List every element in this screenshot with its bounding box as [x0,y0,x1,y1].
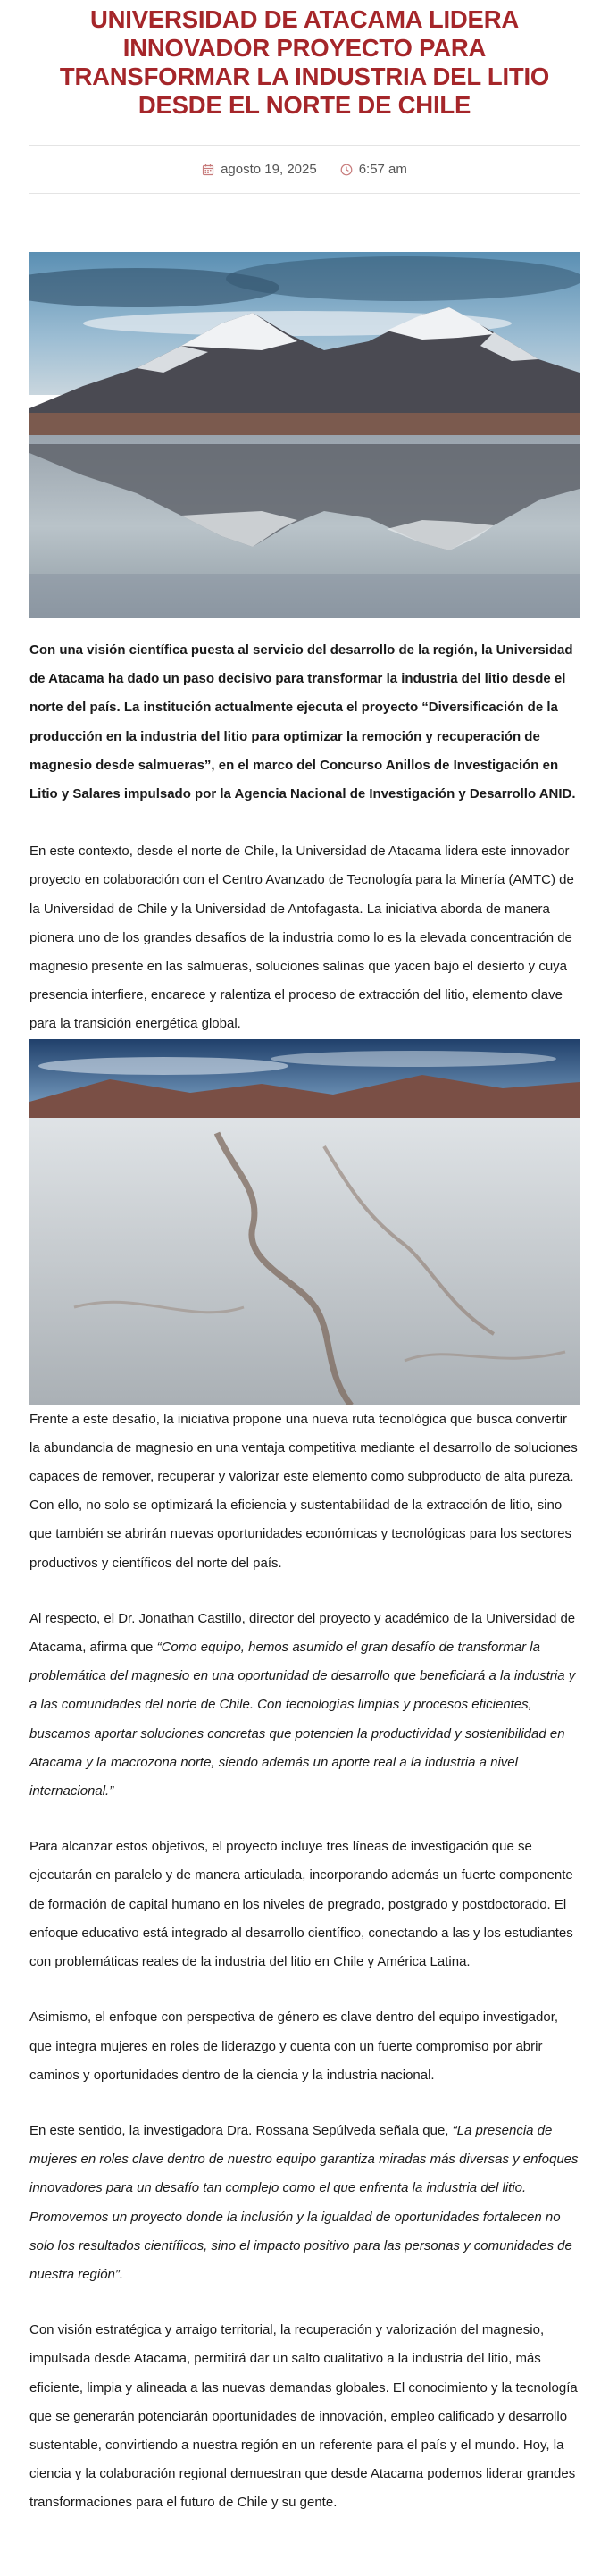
paragraph-4: Para alcanzar estos objetivos, el proyecto incluye tres líneas de investigación que se ejecutarán en paralelo y de manera articulada, incorporando además un fuerte componente de formación de capital humano en los niveles de pregrado, postgrado y postdoctorado. El enfoque educativo está integrado al desarrollo científico, conectando a las y los estudiantes con problemáticas reales de la industria del litio en Chile y América Latina. [29,1839,573,1970]
paragraph-3-intro: Al respecto, el Dr. Jonathan Castillo, director del proyecto y académico de la Universidad de Atacama, afirma que [29,1610,576,1656]
quote-sepulveda: “La presencia de mujeres en roles clave dentro de nuestro equipo garantiza miradas más diversas y enfoques innovadores para un desafío tan complejo como el que enfrenta la industria del litio. Promovemos un proyecto donde la inclusión y la igualdad de oportunidades fortalecen no solo los resultados científicos, sino el impacto positivo para las personas y comunidades de nuestra región”. [29,2122,579,2282]
calendar-icon [202,164,214,176]
paragraph-2: Frente a este desafío, la iniciativa propone una nueva ruta tecnológica que busca convertir la abundancia de magnesio en una ventaja competitiva mediante el desarrollo de soluciones capaces de remover, recuperar y valorizar este elemento como subproducto de alta pureza. Con ello, no solo se optimizará la eficiencia y sustentabilidad de la extracción de litio, sino que también se abrirán nuevas oportunidades económicas y tecnológicas para los sectores productivos y científicos del norte del país. [29,1411,578,1571]
post-time-text: 6:57 am [358,162,407,177]
paragraph-3 [29,1605,580,1806]
post-meta [29,145,580,194]
salar-lagoon-photo [29,252,580,618]
article-lead: Con una visión científica puesta al servicio del desarrollo de la región, la Universidad de Atacama ha dado un paso decisivo para transformar la industria del litio desde el norte del país. La institución actualmente ejecuta el proyecto “Diversificación de la producción en la industria del litio para optimizar la remoción y recuperación de magnesio desde salmueras”, en el marco del Concurso Anillos de Investigación en Litio y Salares impulsado por la Agencia Nacional de Investigación y Desarrollo ANID. [29,642,576,802]
paragraph-1: En este contexto, desde el norte de Chile, la Universidad de Atacama lidera este innovador proyecto en colaboración con el Centro Avanzado de Tecnología para la Minería (AMTC) de la Universidad de Chile y la Universidad de Antofagasta. La iniciativa aborda de manera pionera uno de los grandes desafíos de la industria como lo es la elevada concentración de magnesio presente en las salmueras, soluciones salinas que yacen bajo el desierto y cuya presencia interfiere, encarece y ralentiza el proceso de extracción del litio, elemento clave para la transición energética global. [29,843,574,1032]
paragraph-5: Asimismo, el enfoque con perspectiva de género es clave dentro del equipo investigador, que integra mujeres en roles de liderazgo y cuenta con un fuerte compromiso por abrir caminos y oportunidades dentro de la ciencia y la industria nacional. [29,2010,559,2083]
post-time [340,162,407,177]
paragraph-7: Con visión estratégica y arraigo territorial, la recuperación y valorización del magnesio, impulsada desde Atacama, permitirá dar un salto cualitativo a la industria del litio, más eficiente, limpia y alineada a las nuevas demandas globales. El conocimiento y la tecnología que se generarán potenciarán oportunidades de innovación, empleo calificado y desarrollo sustentable, convirtiendo a nuestra región en un referente para el país y el mundo. Hoy, la ciencia y la colaboración regional demuestran que desde Atacama podemos liderar grandes transformaciones para el futuro de Chile y su gente. [29,2322,578,2511]
quote-castillo: “Como equipo, hemos asumido el gran desafío de transformar la problemática del magnesio en una oportunidad de desarrollo que beneficiará a la industria y a las comunidades del norte de Chile. Con tecnologías limpias y procesos eficientes, buscamos aportar soluciones concretas que potencien la productividad y sostenibilidad en Atacama y la macrozona norte, siendo además un aporte real a la industria a nivel internacional.” [29,1640,576,1800]
post-date[interactable] [202,162,317,177]
salt-flat-photo [29,1039,580,1405]
paragraph-6 [29,2117,580,2289]
paragraph-6-intro: En este sentido, la investigadora Dra. Rossana Sepúlveda señala que, [29,2122,453,2138]
post-date-text: agosto 19, 2025 [221,162,317,177]
article-title: UNIVERSIDAD DE ATACAMA LIDERA INNOVADOR PROYECTO PARA TRANSFORMAR LA INDUSTRIA DEL LITIO DESDE EL NORTE DE CHILE [59,5,550,119]
clock-icon [340,164,353,176]
